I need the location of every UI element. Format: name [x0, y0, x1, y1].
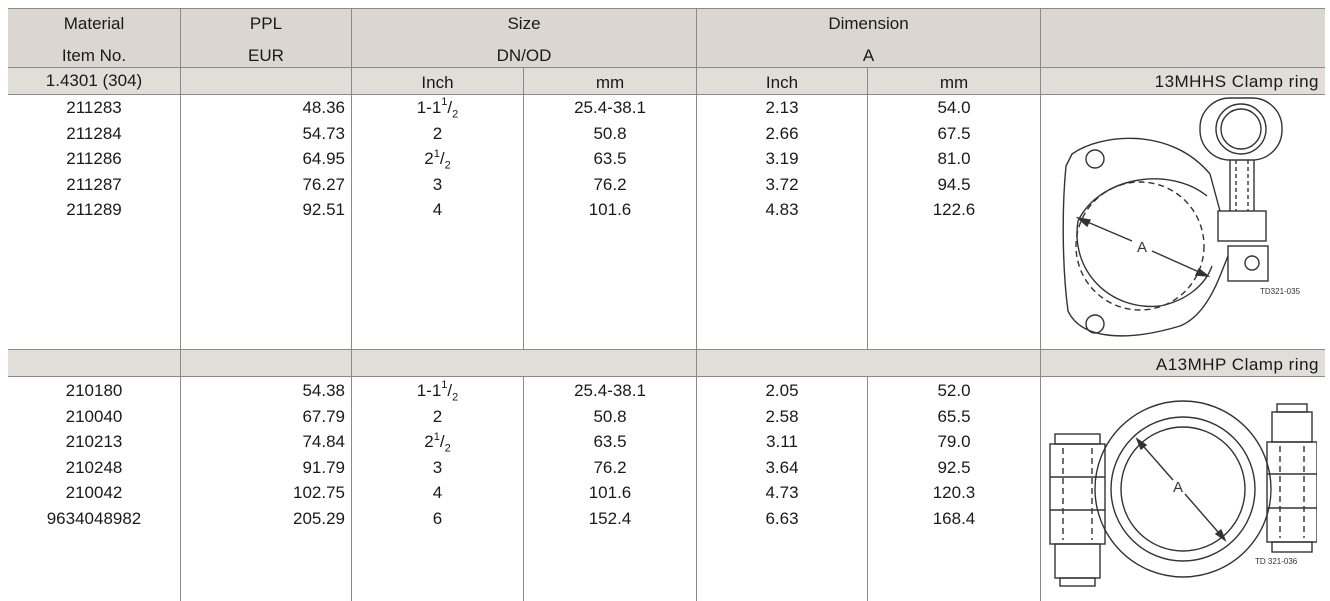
size-mm: 25.4-38.1 — [574, 98, 646, 117]
item-no: 211289 — [66, 200, 122, 220]
size-inch-fraction — [441, 379, 459, 404]
dim-inch: 2.13 — [765, 98, 799, 117]
section2-top-divider — [8, 349, 1325, 350]
dim-inch: 6.63 — [765, 509, 799, 528]
dim-mm: 54.0 — [937, 98, 971, 117]
dim-inch: 3.11 — [766, 432, 798, 452]
size-inch-whole: 2 — [424, 149, 434, 169]
size-inch — [352, 430, 523, 455]
size-inch — [352, 147, 523, 172]
dim-mm: 120.3 — [932, 483, 976, 503]
size-inch-fraction — [441, 96, 459, 121]
size-inch-whole: 2 — [432, 123, 443, 143]
section1-drawing-label: A — [1136, 239, 1148, 256]
dim-mm: 79.0 — [937, 432, 971, 452]
section1-drawing-code: TD321-035 — [1260, 287, 1301, 296]
size-mm: 63.5 — [593, 432, 627, 452]
size-mm: 63.5 — [593, 149, 627, 169]
header-size: Size — [507, 14, 541, 33]
size-inch-whole: 4 — [432, 483, 443, 503]
size-inch-fraction — [433, 430, 451, 455]
section1-dim-inch-label: Inch — [765, 73, 799, 92]
dim-mm: 92.5 — [937, 457, 971, 477]
ppl-price: 102.75 — [293, 483, 345, 503]
dim-inch: 2.05 — [765, 381, 799, 400]
section1-dim-mm-label: mm — [939, 73, 969, 92]
size-inch — [352, 407, 523, 427]
size-inch — [352, 124, 523, 144]
ppl-price: 74.84 — [302, 432, 345, 452]
size-inch — [352, 483, 523, 503]
section1-size-mm-label: mm — [595, 73, 625, 92]
section2-band-divider — [8, 376, 1325, 377]
size-inch-whole: 2 — [424, 432, 434, 452]
fraction-denominator: 2 — [452, 391, 459, 404]
fraction-denominator: 2 — [444, 442, 451, 455]
dim-inch: 3.64 — [765, 457, 799, 477]
header-item-no: Item No. — [61, 46, 127, 65]
fraction-slash: / — [439, 432, 445, 452]
section1-size-inch-label: Inch — [421, 73, 454, 92]
size-inch — [352, 509, 523, 529]
clamp-ring-a13mhp-drawing — [1045, 392, 1317, 592]
dim-inch: 4.73 — [765, 483, 799, 503]
size-inch-whole: 3 — [432, 457, 443, 477]
ppl-price: 54.38 — [302, 381, 345, 400]
ppl-price: 205.29 — [293, 509, 345, 528]
size-mm: 50.8 — [593, 406, 627, 426]
section2-drawing-label: A — [1172, 479, 1184, 496]
item-no: 9634048982 — [46, 509, 142, 528]
fraction-slash: / — [447, 381, 453, 400]
section2-product-title: A13MHP Clamp ring — [1155, 355, 1319, 374]
dim-inch: 4.83 — [765, 200, 799, 220]
size-inch-whole: 2 — [432, 406, 443, 426]
header-divider — [8, 67, 1325, 68]
dim-mm: 94.5 — [937, 174, 971, 194]
item-no: 211283 — [66, 98, 122, 117]
dim-mm: 65.5 — [937, 406, 971, 426]
section1-material: 1.4301 (304) — [45, 71, 143, 90]
dim-inch: 2.58 — [765, 406, 799, 426]
header-material: Material — [63, 14, 125, 33]
item-no: 210248 — [65, 457, 123, 477]
item-no: 210213 — [65, 432, 123, 452]
size-inch — [352, 175, 523, 195]
dim-mm: 81.0 — [937, 149, 971, 169]
dim-inch: 2.66 — [765, 123, 799, 143]
size-inch-whole: 1-1 — [416, 98, 442, 117]
fraction-slash: / — [447, 98, 453, 117]
header-a: A — [862, 46, 875, 65]
size-mm: 101.6 — [588, 200, 632, 220]
dim-mm: 67.5 — [937, 123, 971, 143]
size-inch-whole: 3 — [432, 174, 443, 194]
ppl-price: 92.51 — [302, 200, 345, 220]
dim-mm: 52.0 — [937, 381, 971, 400]
table-border-top — [8, 8, 1325, 9]
clamp-ring-13mhhs-drawing — [1060, 96, 1310, 346]
ppl-price: 76.27 — [302, 174, 345, 194]
dim-mm: 168.4 — [932, 509, 976, 528]
ppl-price: 64.95 — [302, 149, 345, 169]
fraction-numerator: 1 — [433, 147, 440, 160]
size-mm: 76.2 — [593, 174, 627, 194]
ppl-price: 48.36 — [302, 98, 345, 117]
col-divider — [1040, 8, 1041, 601]
fraction-numerator: 1 — [441, 96, 448, 109]
header-dnod: DN/OD — [496, 46, 552, 65]
size-inch-whole: 6 — [432, 509, 443, 528]
dim-inch: 3.72 — [765, 174, 799, 194]
size-inch — [352, 200, 523, 220]
item-no: 211287 — [66, 174, 122, 194]
section1-band-divider — [8, 94, 1325, 95]
item-no: 211284 — [66, 123, 122, 143]
size-inch-whole: 4 — [432, 200, 443, 220]
dim-mm: 122.6 — [932, 200, 976, 220]
fraction-denominator: 2 — [444, 159, 451, 172]
item-no: 211286 — [66, 149, 122, 169]
size-mm: 25.4-38.1 — [574, 381, 646, 400]
section1-product-title: 13MHHS Clamp ring — [1154, 72, 1319, 91]
ppl-price: 54.73 — [302, 123, 345, 143]
ppl-price: 91.79 — [302, 457, 345, 477]
dim-inch: 3.19 — [765, 149, 799, 169]
size-mm: 101.6 — [588, 483, 632, 503]
size-inch — [352, 379, 523, 404]
header-eur: EUR — [248, 46, 284, 65]
fraction-numerator: 1 — [433, 430, 440, 443]
size-inch — [352, 458, 523, 478]
fraction-denominator: 2 — [452, 108, 459, 121]
section2-drawing-code: TD 321-036 — [1255, 557, 1298, 566]
item-no: 210180 — [65, 381, 123, 400]
size-inch — [352, 96, 523, 121]
size-inch-fraction — [433, 147, 451, 172]
item-no: 210040 — [65, 406, 123, 426]
fraction-slash: / — [439, 149, 445, 169]
size-mm: 50.8 — [593, 123, 627, 143]
fraction-numerator: 1 — [441, 379, 448, 392]
item-no: 210042 — [65, 483, 123, 503]
header-dimension: Dimension — [828, 14, 909, 33]
size-mm: 76.2 — [593, 457, 627, 477]
size-inch-whole: 1-1 — [416, 381, 442, 400]
ppl-price: 67.79 — [302, 406, 345, 426]
header-ppl: PPL — [249, 14, 283, 33]
size-mm: 152.4 — [588, 509, 632, 528]
